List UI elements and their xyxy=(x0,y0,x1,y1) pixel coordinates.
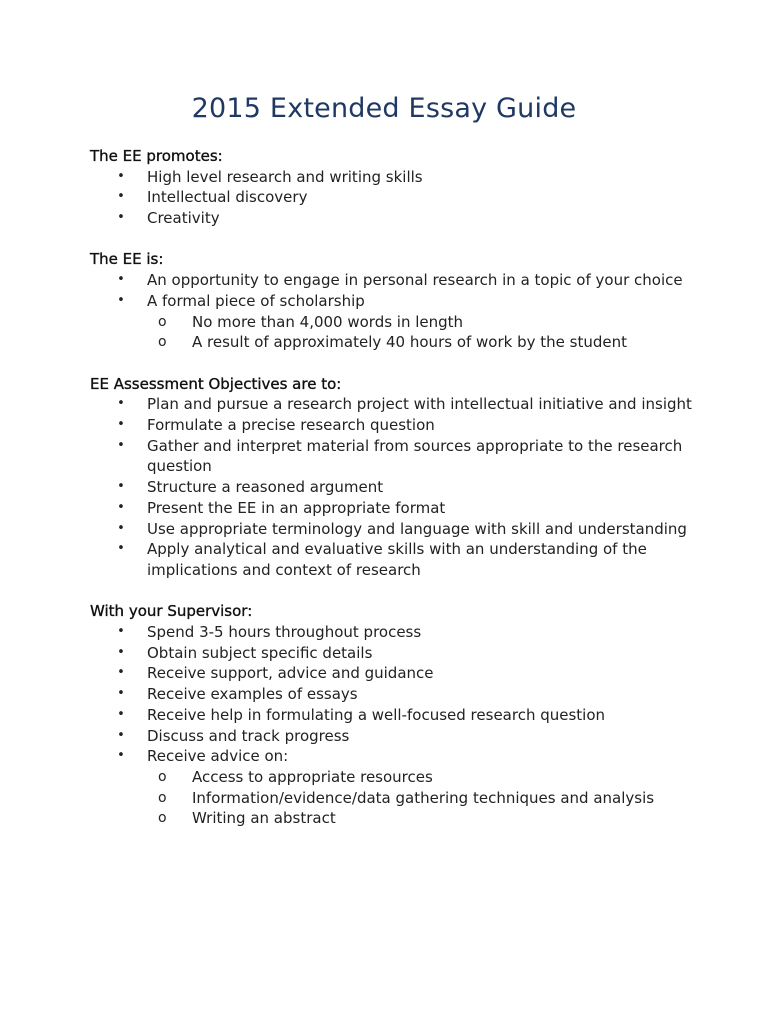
sub-bullet-list xyxy=(90,767,708,829)
bullet-list xyxy=(90,270,708,353)
bullet-icon: • xyxy=(117,417,125,433)
bullet-icon: • xyxy=(117,644,125,660)
bullet-list xyxy=(90,167,708,229)
bullet-icon: • xyxy=(117,437,125,453)
list-item xyxy=(90,167,708,188)
list-item-text: Use appropriate terminology and language with skill and understanding xyxy=(147,519,687,538)
document-title: 2015 Extended Essay Guide xyxy=(191,93,577,124)
bullet-icon: • xyxy=(117,520,125,536)
section-assessment-objectives xyxy=(90,374,708,581)
list-item-text: Intellectual discovery xyxy=(147,188,308,207)
sub-list-item xyxy=(90,808,708,829)
section-heading: With your Supervisor: xyxy=(90,602,253,621)
sub-list-item-text: Writing an abstract xyxy=(192,809,336,828)
bullet-icon: • xyxy=(117,748,125,764)
list-item xyxy=(90,705,708,726)
circle-bullet-icon: o xyxy=(158,789,167,806)
bullet-icon: • xyxy=(117,541,125,557)
list-item-text: Present the EE in an appropriate format xyxy=(147,498,446,517)
bullet-icon: • xyxy=(117,686,125,702)
sub-list-item-text: No more than 4,000 words in length xyxy=(192,312,464,331)
list-item-text: Receive help in formulating a well-focused research question xyxy=(147,705,606,724)
section-with-supervisor xyxy=(90,601,708,829)
list-item-text: Plan and pursue a research project with intellectual initiative and insight xyxy=(147,395,692,414)
list-item-text: High level research and writing skills xyxy=(147,167,423,186)
list-item xyxy=(90,622,708,643)
list-item-text: A formal piece of scholarship xyxy=(147,291,365,310)
list-item-text: Obtain subject specific details xyxy=(147,643,373,662)
list-item xyxy=(90,270,708,291)
list-item xyxy=(90,394,708,415)
list-item xyxy=(90,726,708,747)
sub-bullet-list xyxy=(90,312,708,353)
list-item-text: An opportunity to engage in personal research in a topic of your choice xyxy=(147,271,683,290)
section-ee-promotes xyxy=(90,146,708,229)
circle-bullet-icon: o xyxy=(158,810,167,827)
list-item-text: Apply analytical and evaluative skills with an understanding of the implications and context of research xyxy=(147,540,647,579)
list-item xyxy=(90,663,708,684)
list-item xyxy=(90,746,708,829)
list-item-text: Receive support, advice and guidance xyxy=(147,664,434,683)
list-item xyxy=(90,291,708,353)
document-body xyxy=(90,146,708,850)
list-item xyxy=(90,415,708,436)
list-item xyxy=(90,539,708,580)
bullet-icon: • xyxy=(117,479,125,495)
bullet-icon: • xyxy=(117,665,125,681)
bullet-icon: • xyxy=(117,210,125,226)
bullet-icon: • xyxy=(117,499,125,515)
bullet-icon: • xyxy=(117,396,125,412)
list-item xyxy=(90,436,708,477)
list-item xyxy=(90,643,708,664)
list-item xyxy=(90,208,708,229)
list-item-text: Structure a reasoned argument xyxy=(147,478,384,497)
list-item xyxy=(90,498,708,519)
list-item-text: Creativity xyxy=(147,209,220,228)
bullet-icon: • xyxy=(117,292,125,308)
bullet-icon: • xyxy=(117,189,125,205)
circle-bullet-icon: o xyxy=(158,768,167,785)
sub-list-item-text: A result of approximately 40 hours of work by the student xyxy=(192,333,627,352)
sub-list-item xyxy=(90,788,708,809)
circle-bullet-icon: o xyxy=(158,313,167,330)
sub-list-item xyxy=(90,312,708,333)
list-item-text: Receive advice on: xyxy=(147,747,289,766)
section-heading: The EE promotes: xyxy=(90,147,223,165)
section-heading: EE Assessment Objectives are to: xyxy=(90,374,342,393)
list-item-text: Formulate a precise research question xyxy=(147,416,435,435)
list-item xyxy=(90,684,708,705)
sub-list-item-text: Information/evidence/data gathering techniques and analysis xyxy=(192,788,655,807)
list-item xyxy=(90,187,708,208)
sub-list-item xyxy=(90,332,708,353)
circle-bullet-icon: o xyxy=(158,334,167,351)
list-item-text: Discuss and track progress xyxy=(147,726,350,745)
bullet-list xyxy=(90,394,708,580)
sub-list-item xyxy=(90,767,708,788)
bullet-icon: • xyxy=(117,168,125,184)
bullet-list xyxy=(90,622,708,829)
list-item-text: Gather and interpret material from sources appropriate to the research question xyxy=(147,436,683,476)
sub-list-item-text: Access to appropriate resources xyxy=(192,767,433,786)
bullet-icon: • xyxy=(117,706,125,722)
list-item xyxy=(90,519,708,540)
list-item-text: Spend 3-5 hours throughout process xyxy=(147,623,422,642)
bullet-icon: • xyxy=(117,272,125,288)
bullet-icon: • xyxy=(117,727,125,743)
section-heading: The EE is: xyxy=(90,250,164,269)
section-ee-is xyxy=(90,249,708,353)
list-item xyxy=(90,477,708,498)
bullet-icon: • xyxy=(117,624,125,640)
list-item-text: Receive examples of essays xyxy=(147,685,358,704)
